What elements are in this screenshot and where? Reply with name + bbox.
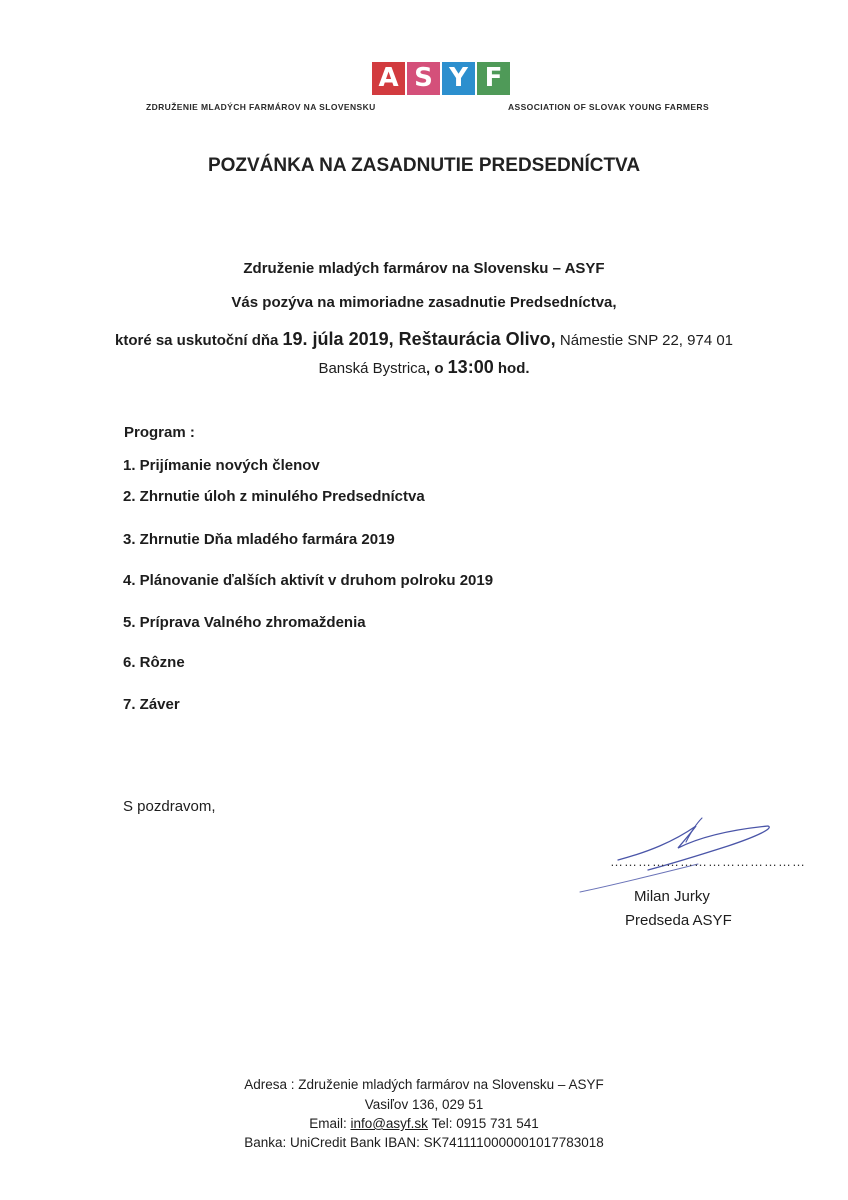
signer-role: Predseda ASYF xyxy=(625,912,732,929)
signer-name: Milan Jurky xyxy=(634,888,710,905)
program-item: 3. Zhrnutie Dňa mladého farmára 2019 xyxy=(123,531,395,548)
program-item: 5. Príprava Valného zhromaždenia xyxy=(123,614,366,631)
meeting-time: 13:00 xyxy=(447,357,494,377)
intro-line-4 xyxy=(0,357,848,378)
program-item: 6. Rôzne xyxy=(123,654,185,671)
program-label: Program : xyxy=(124,424,195,441)
footer-address: Adresa : Združenie mladých farmárov na Slovensku – ASYF xyxy=(244,1077,604,1092)
intro-line-3 xyxy=(0,329,848,350)
logo-letter-y: Y xyxy=(442,62,475,95)
document-title: POZVÁNKA NA ZASADNUTIE PREDSEDNÍCTVA xyxy=(207,155,641,176)
intro-line-1: Združenie mladých farmárov na Slovensku – ASYF xyxy=(243,260,605,277)
logo-letter-f: F xyxy=(477,62,510,95)
time-prefix: , o xyxy=(426,360,448,377)
logo-letter-s: S xyxy=(407,62,440,95)
program-item: 1. Prijímanie nových členov xyxy=(123,457,320,474)
email-link[interactable]: info@asyf.sk xyxy=(350,1116,428,1131)
footer-street: Vasiľov 136, 029 51 xyxy=(364,1097,484,1112)
program-item: 4. Plánovanie ďalších aktivít v druhom polroku 2019 xyxy=(123,572,494,589)
program-item: 2. Zhrnutie úloh z minulého Predsedníctva xyxy=(123,488,425,505)
time-suffix: hod. xyxy=(493,360,530,377)
program-item: 7. Záver xyxy=(123,696,180,713)
org-name-en: ASSOCIATION OF SLOVAK YOUNG FARMERS xyxy=(508,102,710,112)
asyf-logo xyxy=(372,62,510,95)
footer-bank: Banka: UniCredit Bank IBAN: SK7411110000001017783018 xyxy=(244,1135,604,1150)
meeting-address-1: Námestie SNP 22, 974 01 xyxy=(555,332,734,349)
meeting-address-2: Banská Bystrica xyxy=(318,360,426,377)
footer-contact xyxy=(0,1116,848,1131)
meeting-date-place: 19. júla 2019, Reštaurácia Olivo, xyxy=(282,329,556,349)
signature-line: …………………………………… xyxy=(610,854,806,869)
email-label: Email: xyxy=(309,1116,351,1131)
logo-letter-a: A xyxy=(372,62,405,95)
intro-line-2: Vás pozýva na mimoriadne zasadnutie Predsedníctva, xyxy=(231,294,617,311)
phone: Tel: 0915 731 541 xyxy=(427,1116,539,1131)
org-name-sk: ZDRUŽENIE MLADÝCH FARMÁROV NA SLOVENSKU xyxy=(146,102,376,112)
greeting: S pozdravom, xyxy=(123,798,216,815)
intro-prefix: ktoré sa uskutoční dňa xyxy=(114,332,283,349)
